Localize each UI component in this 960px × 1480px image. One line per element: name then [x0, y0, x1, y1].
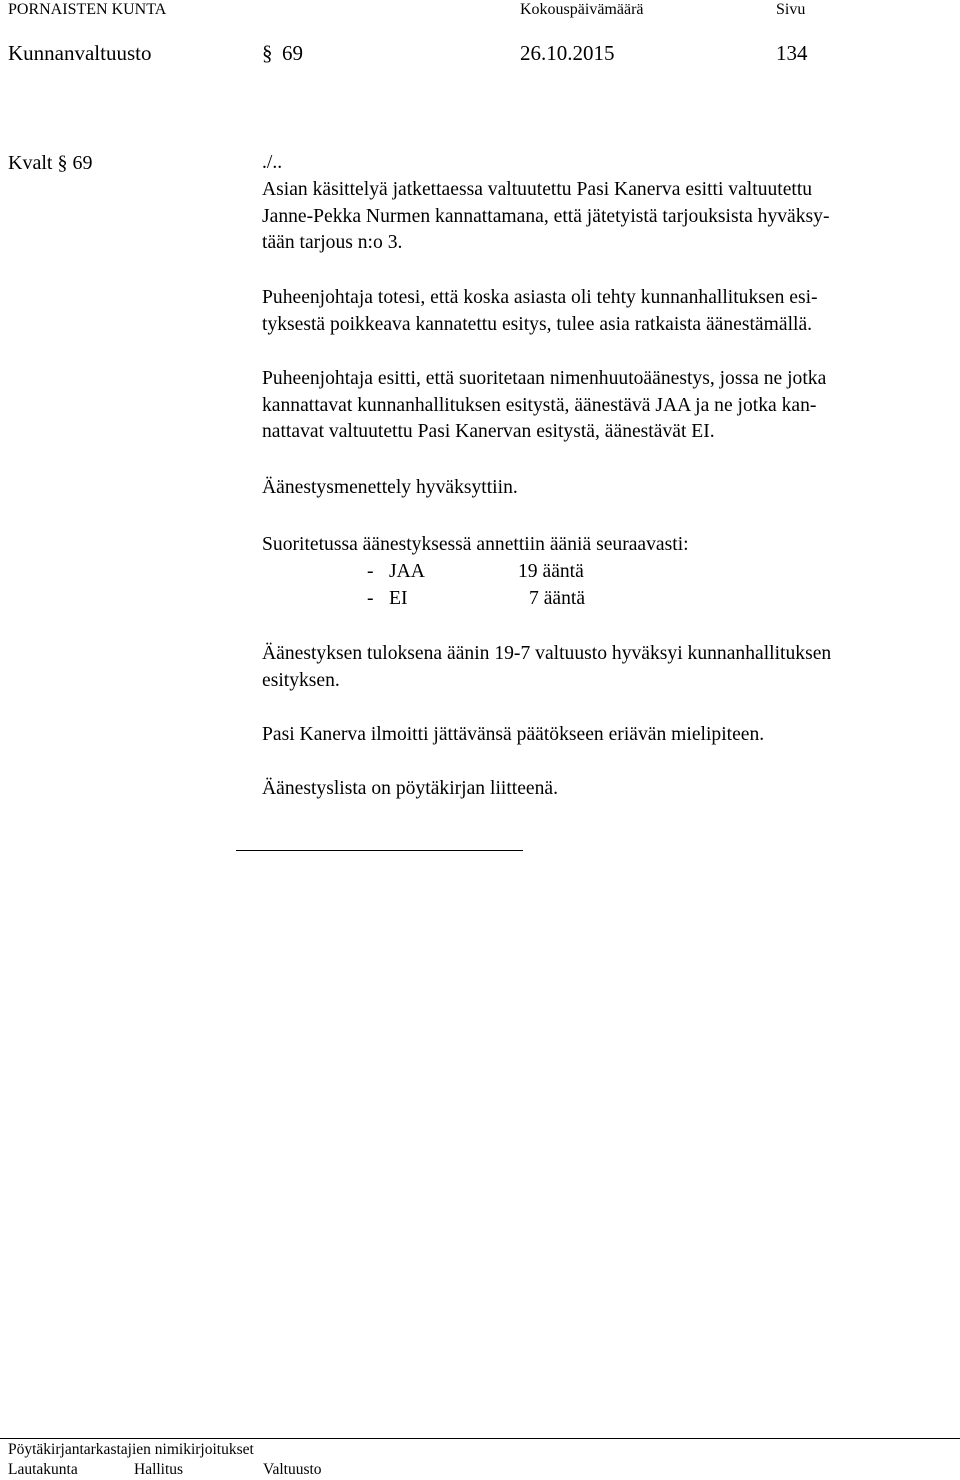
vote-count: 19 ääntä — [518, 561, 584, 582]
section-number: 69 — [282, 41, 303, 65]
meeting-date: 26.10.2015 — [520, 41, 615, 65]
paragraph-line: Asian käsittelyä jatkettaessa valtuutettu Pasi Kanerva esitti valtuutettu — [262, 179, 813, 200]
footer-col-board: Lautakunta — [8, 1461, 78, 1478]
paragraph-chair-statement — [262, 285, 952, 338]
paragraph-line: esityksen. — [262, 669, 340, 691]
vote-dash: - — [367, 561, 374, 582]
paragraph-vote-procedure — [262, 366, 952, 446]
paragraph-result — [262, 641, 952, 694]
vote-dash: - — [367, 588, 374, 609]
paragraph-approved: Äänestysmenettely hyväksyttiin. — [262, 477, 518, 498]
footer-col-government: Hallitus — [134, 1461, 184, 1478]
vote-label: JAA — [389, 561, 425, 582]
signature-line — [236, 850, 523, 851]
paragraph-line: Puheenjohtaja esitti, että suoritetaan nimenhuutoäänestys, jossa ne jotka — [262, 368, 827, 389]
vote-label: EI — [389, 588, 408, 609]
page-label: Sivu — [776, 1, 806, 18]
paragraph-line: kannattavat kunnanhallituksen esitystä, äänestävä JAA ja ne jotka kan- — [262, 394, 817, 416]
section-symbol: § — [262, 41, 273, 65]
org-name: PORNAISTEN KUNTA — [8, 1, 167, 18]
footer-col-council: Valtuusto — [263, 1461, 322, 1478]
footer-title: Pöytäkirjantarkastajien nimikirjoitukset — [8, 1441, 254, 1458]
page-number: 134 — [776, 41, 808, 65]
body-name: Kunnanvaltuusto — [8, 41, 152, 65]
paragraph-attachment: Äänestyslista on pöytäkirjan liitteenä. — [262, 778, 559, 799]
paragraph-line: Janne-Pekka Nurmen kannattamana, että jätetyistä tarjouksista hyväksy- — [262, 205, 830, 227]
section-label-text: Kvalt — [8, 152, 53, 174]
paragraph-line: Äänestyksen tuloksena äänin 19-7 valtuusto hyväksyi kunnanhallituksen — [262, 643, 832, 664]
paragraph-dissent: Pasi Kanerva ilmoitti jättävänsä päätökseen eriävän mielipiteen. — [262, 724, 765, 745]
section-label — [8, 150, 92, 176]
paragraph-line: tään tarjous n:o 3. — [262, 232, 403, 253]
vote-count: 7 ääntä — [529, 588, 586, 609]
paragraph-vote-intro: Suoritetussa äänestyksessä annettiin ääniä seuraavasti: — [262, 534, 689, 555]
paragraph-line: nattavat valtuutettu Pasi Kanervan esitystä, äänestävät EI. — [262, 421, 715, 442]
footer-rule — [0, 1438, 960, 1439]
paragraph-line: tyksestä poikkeava kannatettu esitys, tulee asia ratkaista äänestämällä. — [262, 313, 813, 335]
continuation-mark: ./.. — [262, 152, 283, 173]
paragraph-line: Puheenjohtaja totesi, että koska asiasta oli tehty kunnanhallituksen esi- — [262, 287, 818, 308]
paragraph-proposal — [262, 177, 952, 257]
section-label-symbol: § — [57, 152, 68, 174]
date-label: Kokouspäivämäärä — [520, 1, 644, 18]
section-label-number: 69 — [72, 152, 93, 174]
